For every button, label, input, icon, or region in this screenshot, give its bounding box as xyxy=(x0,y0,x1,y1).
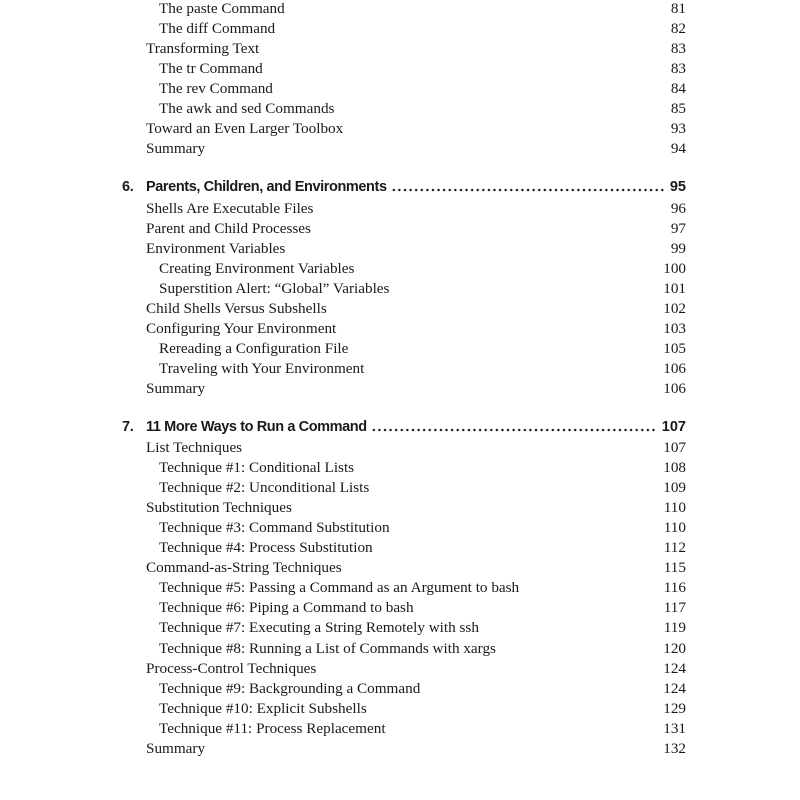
toc-entry-row[interactable] xyxy=(0,438,800,458)
page-number: 102 xyxy=(663,299,686,317)
chapter-number: 7. xyxy=(122,419,134,435)
page-number: 116 xyxy=(663,579,686,597)
toc-entry-row[interactable] xyxy=(0,518,800,538)
toc-entry-row[interactable] xyxy=(0,478,800,498)
chapter-title: Parents, Children, and Environments xyxy=(146,179,387,196)
toc-subsection-title: The tr Command xyxy=(159,60,263,78)
page-number: 96 xyxy=(670,199,686,217)
toc-section-title: Environment Variables xyxy=(146,239,286,257)
page-number: 120 xyxy=(663,639,686,657)
toc-entry-row[interactable] xyxy=(0,259,800,279)
toc-subsection-title: Technique #10: Explicit Subshells xyxy=(159,699,367,717)
toc-section-title: List Techniques xyxy=(146,439,243,456)
page-number: 106 xyxy=(663,359,686,377)
page-number: 108 xyxy=(663,459,686,477)
toc-subsection-title: Creating Environment Variables xyxy=(159,259,355,277)
page-number: 131 xyxy=(663,719,686,737)
toc-entry-row[interactable] xyxy=(0,39,800,59)
toc-entry-row[interactable] xyxy=(0,498,800,518)
page-number: 115 xyxy=(663,559,686,577)
page-number: 83 xyxy=(670,40,686,58)
page-number: 110 xyxy=(663,519,686,537)
page-number: 119 xyxy=(663,619,686,637)
toc-section-title: Parent and Child Processes xyxy=(146,219,311,237)
toc-section-title: Child Shells Versus Subshells xyxy=(146,299,327,317)
page-number: 95 xyxy=(669,179,686,196)
page-number: 106 xyxy=(663,379,686,397)
toc-subsection-title: Technique #4: Process Substitution xyxy=(159,539,373,557)
toc-section-title: Command-as-String Techniques xyxy=(146,559,342,577)
toc-subsection-title: Technique #11: Process Replacement xyxy=(159,719,386,737)
page-number: 83 xyxy=(670,60,686,78)
toc-entry-row[interactable] xyxy=(0,199,800,219)
page-number: 94 xyxy=(670,140,686,158)
toc-entry-row[interactable] xyxy=(0,19,800,39)
toc-subsection-title: The diff Command xyxy=(159,20,276,38)
toc-section-title: Configuring Your Environment xyxy=(146,319,337,337)
chapter-number: 6. xyxy=(122,179,134,196)
page-number: 124 xyxy=(663,659,686,677)
toc-section-title: Transforming Text xyxy=(146,40,260,58)
page-number: 107 xyxy=(663,439,686,456)
toc-entry-row[interactable] xyxy=(0,538,800,558)
page-number: 124 xyxy=(663,679,686,697)
toc-subsection-title: The rev Command xyxy=(159,80,273,98)
toc-subsection-title: Technique #1: Conditional Lists xyxy=(159,459,355,477)
toc-entry-row[interactable] xyxy=(0,618,800,638)
toc-entry-row[interactable] xyxy=(0,719,800,739)
toc-section-title: Process-Control Techniques xyxy=(146,659,317,677)
toc-entry-row[interactable] xyxy=(0,699,800,719)
page-number: 99 xyxy=(670,239,686,257)
toc-entry-row[interactable] xyxy=(0,558,800,578)
page-number: 97 xyxy=(670,219,686,237)
page-number: 82 xyxy=(670,20,686,38)
toc-entry-row[interactable] xyxy=(0,598,800,618)
toc-entry-row[interactable] xyxy=(0,279,800,299)
toc-entry-row[interactable] xyxy=(0,59,800,79)
page-number: 110 xyxy=(663,499,686,517)
page-number: 132 xyxy=(663,739,686,757)
toc-entry-row[interactable] xyxy=(0,679,800,699)
toc-subsection-title: Superstition Alert: “Global” Variables xyxy=(159,279,390,297)
toc-section-title: Shells Are Executable Files xyxy=(146,199,314,217)
toc-subsection-title: Rereading a Configuration File xyxy=(159,339,349,357)
toc-section-title: Substitution Techniques xyxy=(146,499,292,517)
toc-entry-row[interactable] xyxy=(0,319,800,339)
toc-entry-row[interactable] xyxy=(0,219,800,239)
dot-leader xyxy=(371,426,656,434)
toc-entry-row[interactable] xyxy=(0,299,800,319)
page-number: 109 xyxy=(663,479,686,497)
page-number: 84 xyxy=(670,80,686,98)
toc-entry-row[interactable] xyxy=(0,239,800,259)
page-number: 100 xyxy=(663,259,686,277)
toc-subsection-title: Technique #3: Command Substitution xyxy=(159,519,390,537)
toc-subsection-title: Traveling with Your Environment xyxy=(159,359,365,377)
toc-chapter-row[interactable] xyxy=(0,177,800,197)
page-number: 107 xyxy=(661,419,686,435)
toc-entry-row[interactable] xyxy=(0,119,800,139)
page-number: 117 xyxy=(663,599,686,617)
toc-entry-row[interactable] xyxy=(0,99,800,119)
page-number: 103 xyxy=(663,319,686,337)
toc-entry-row[interactable] xyxy=(0,379,800,399)
toc-chapter-row[interactable] xyxy=(0,417,800,437)
toc-entry-row[interactable] xyxy=(0,79,800,99)
toc-section-title: Toward an Even Larger Toolbox xyxy=(146,120,344,138)
page-number: 85 xyxy=(670,100,686,118)
page-number: 93 xyxy=(670,120,686,138)
page-number: 129 xyxy=(663,699,686,717)
toc-entry-row[interactable] xyxy=(0,359,800,379)
page-number: 101 xyxy=(663,279,686,297)
toc-subsection-title: The paste Command xyxy=(159,0,285,17)
toc-entry-row[interactable] xyxy=(0,0,800,19)
toc-entry-row[interactable] xyxy=(0,639,800,659)
toc-section-title: Summary xyxy=(146,739,206,757)
toc-entry-row[interactable] xyxy=(0,339,800,359)
toc-subsection-title: Technique #6: Piping a Command to bash xyxy=(159,599,414,617)
toc-subsection-title: Technique #9: Backgrounding a Command xyxy=(159,679,421,697)
page-number: 112 xyxy=(663,539,686,557)
toc-entry-row[interactable] xyxy=(0,139,800,159)
toc-entry-row[interactable] xyxy=(0,458,800,478)
toc-section-title: Summary xyxy=(146,379,206,397)
toc-subsection-title: The awk and sed Commands xyxy=(159,100,335,118)
toc-entry-row[interactable] xyxy=(0,739,800,759)
toc-subsection-title: Technique #2: Unconditional Lists xyxy=(159,479,370,497)
toc-entry-row[interactable] xyxy=(0,578,800,598)
toc-section-title: Summary xyxy=(146,140,206,158)
toc-entry-row[interactable] xyxy=(0,659,800,679)
toc-subsection-title: Technique #8: Running a List of Commands with xargs xyxy=(159,639,496,657)
chapter-title: 11 More Ways to Run a Command xyxy=(146,419,367,435)
dot-leader xyxy=(391,186,664,194)
toc-subsection-title: Technique #7: Executing a String Remotely with ssh xyxy=(159,619,479,637)
toc-subsection-title: Technique #5: Passing a Command as an Argument to bash xyxy=(159,579,520,597)
page-number: 105 xyxy=(663,339,686,357)
page-number: 81 xyxy=(670,0,686,17)
